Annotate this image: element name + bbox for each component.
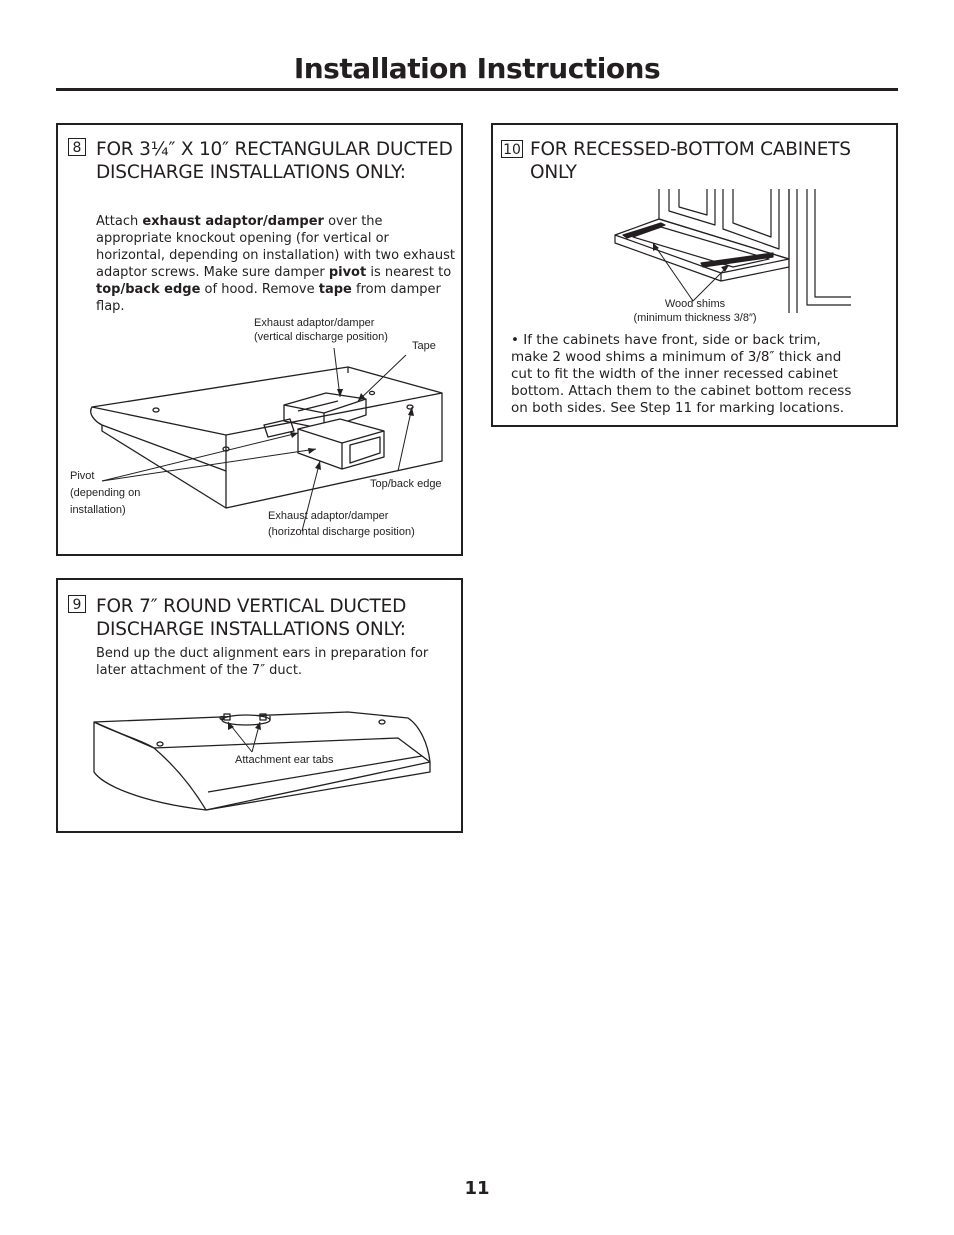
step-8-number: 8 (68, 138, 86, 156)
page-number: 11 (464, 1178, 490, 1199)
step-10-bullet: • If the cabinets have front, side or back trim, make 2 wood shims a minimum of 3/8″ thick and cut to fit the width of the inner recessed cabinet bottom. Attach them to the cabinet bottom recess on both sides. See Step 11 for marking locations. (511, 332, 852, 416)
callout-pivot: Pivot (depending on installation) (70, 470, 141, 516)
step-8-body: Attach exhaust adaptor/damper over the appropriate knockout opening (for vertical or horizontal, depending on installation) with two exhaust adaptor screws. Make sure damper pivot is nearest to top/back edge of hood. Remove tape from damper flap. (96, 214, 455, 314)
step-9-number: 9 (68, 595, 86, 613)
step-9-panel (56, 578, 463, 833)
callout-wood-shims: Wood shims (minimum thickness 3/8″) (633, 298, 757, 324)
callout-vertical-damper: Exhaust adaptor/damper (vertical discharge position) (254, 317, 388, 343)
callout-horizontal-damper: Exhaust adaptor/damper (horizontal discharge position) (268, 510, 415, 538)
callout-top-back-edge: Top/back edge (370, 478, 442, 490)
step-10-number: 10 (501, 140, 523, 158)
step-8-panel (56, 123, 463, 556)
page-title: Installation Instructions (293, 52, 661, 85)
step-9-heading: FOR 7″ ROUND VERTICAL DUCTED DISCHARGE INSTALLATIONS ONLY: (96, 596, 407, 640)
step-9-body: Bend up the duct alignment ears in preparation for later attachment of the 7″ duct. (96, 646, 429, 678)
step-10-heading: FOR RECESSED-BOTTOM CABINETS ONLY (530, 139, 851, 183)
step-8-heading: FOR 3¼″ X 10″ RECTANGULAR DUCTED DISCHARGE INSTALLATIONS ONLY: (96, 139, 453, 183)
step-10-panel (491, 123, 898, 427)
title-rule (56, 88, 898, 91)
callout-tape: Tape (412, 340, 436, 352)
callout-ear-tabs: Attachment ear tabs (235, 754, 334, 766)
